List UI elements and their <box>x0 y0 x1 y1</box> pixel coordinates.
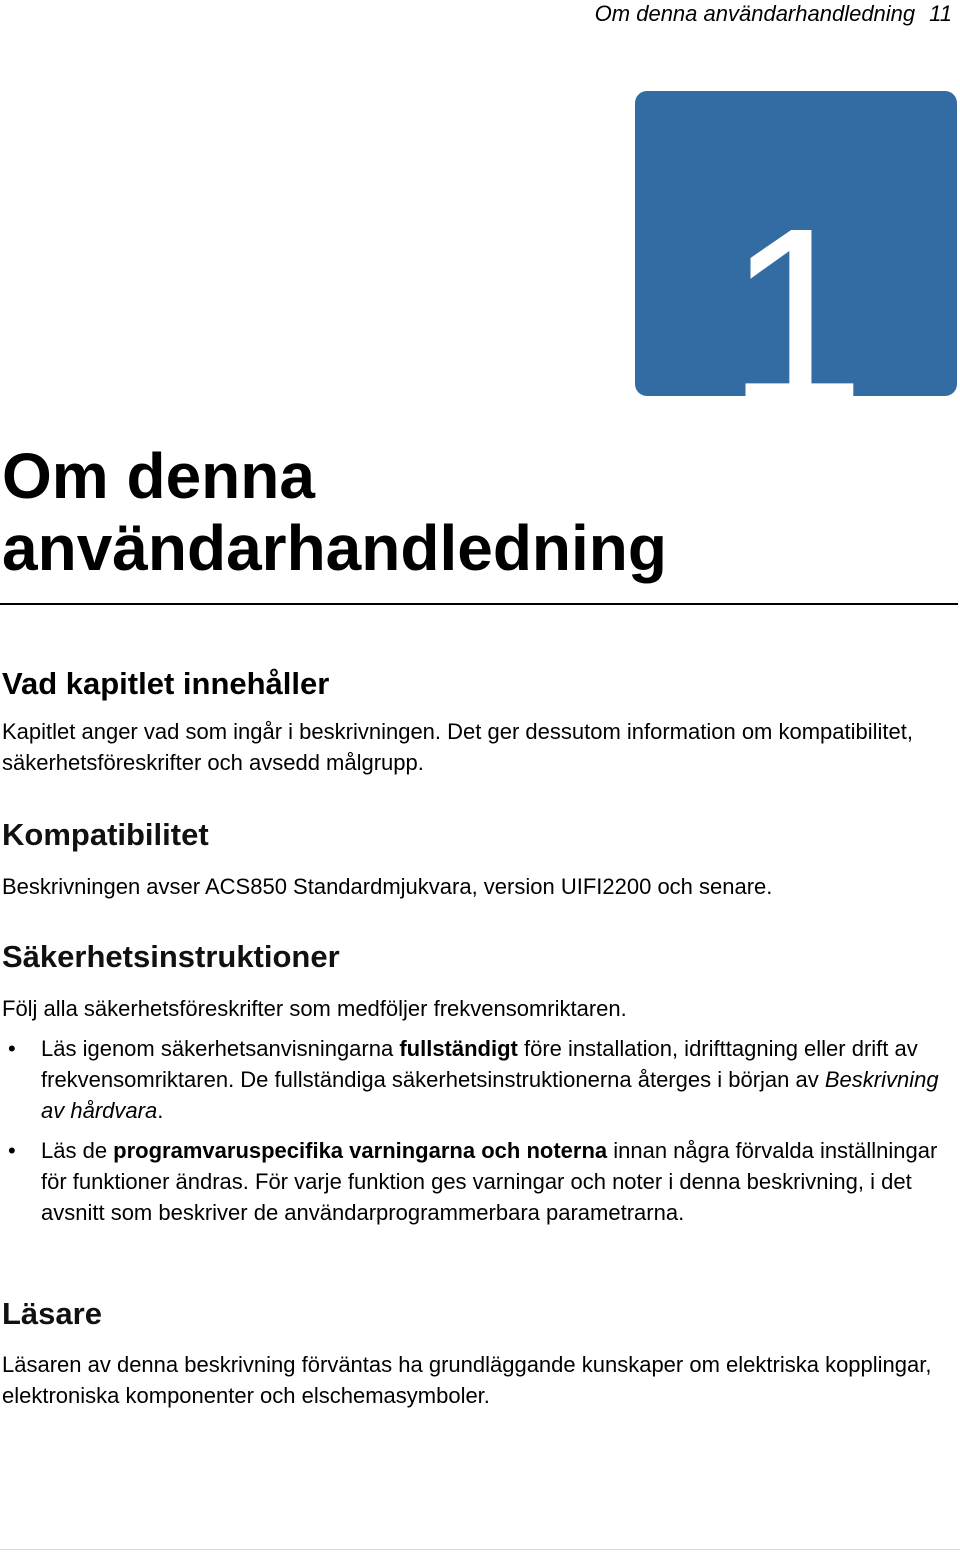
bullet1-text-b: före installation, idrifttagning eller drift av frekvensomriktaren. De fullständiga säkerhetsinstruktionerna återges i början av <box>41 1036 918 1092</box>
section-heading-safety: Säkerhetsinstruktioner <box>2 939 340 974</box>
bullet2-bold-b: och noterna <box>481 1138 608 1163</box>
bullet2-text-c: innan några förvalda inställningar för funktioner ändras. För varje funktion ges varningar och noter i denna beskrivning, i det avsnitt som beskriver de användarprogrammerbara parametrarna. <box>41 1138 938 1225</box>
chapter-title: Om denna användarhandledning <box>2 440 667 584</box>
section-heading-readers: Läsare <box>2 1296 102 1331</box>
section-heading-compatibility: Kompatibilitet <box>2 817 209 852</box>
title-divider <box>0 603 958 605</box>
safety-bullet-1 <box>2 1033 952 1126</box>
bullet-icon: • <box>8 1138 16 1163</box>
running-header <box>595 0 952 28</box>
bullet1-text-c: . <box>157 1098 164 1123</box>
safety-bullet-2 <box>2 1135 952 1228</box>
footer-divider <box>0 1549 960 1550</box>
section-contents <box>2 664 952 778</box>
section-text-readers: Läsaren av denna beskrivning förväntas ha grundläggande kunskaper om elektriska kopplingar, elektroniska komponenter och elschemasymboler. <box>2 1352 932 1408</box>
page-number: 11 <box>929 1 952 26</box>
bullet2-bold-a: programvaruspecifika varningarna <box>113 1138 476 1163</box>
safety-bullet-list <box>2 1033 952 1228</box>
section-heading-contents: Vad kapitlet innehåller <box>2 666 330 701</box>
bullet1-bold: fullständigt <box>399 1036 518 1061</box>
chapter-number-box <box>635 91 957 455</box>
section-text-compatibility: Beskrivningen avser ACS850 Standardmjukvara, version UIFI2200 och senare. <box>2 874 773 899</box>
section-text-safety: Följ alla säkerhetsföreskrifter som medföljer frekvensomriktaren. <box>2 996 627 1021</box>
section-safety <box>2 937 952 1228</box>
bullet1-italic: Beskrivning av hårdvara <box>41 1067 939 1123</box>
bullet-icon: • <box>8 1036 16 1061</box>
bullet2-text-a: Läs de <box>41 1138 114 1163</box>
running-header-title: Om denna användarhandledning <box>594 1 916 26</box>
bullet1-text-a: Läs igenom säkerhetsanvisningarna <box>41 1036 400 1061</box>
section-compatibility <box>2 815 952 902</box>
section-text-contents: Kapitlet anger vad som ingår i beskrivningen. Det ger dessutom information om kompatibilitet, säkerhetsföreskrifter och avsedd målgrupp. <box>2 719 914 775</box>
section-readers <box>2 1294 952 1411</box>
chapter-number: 1 <box>726 176 866 455</box>
